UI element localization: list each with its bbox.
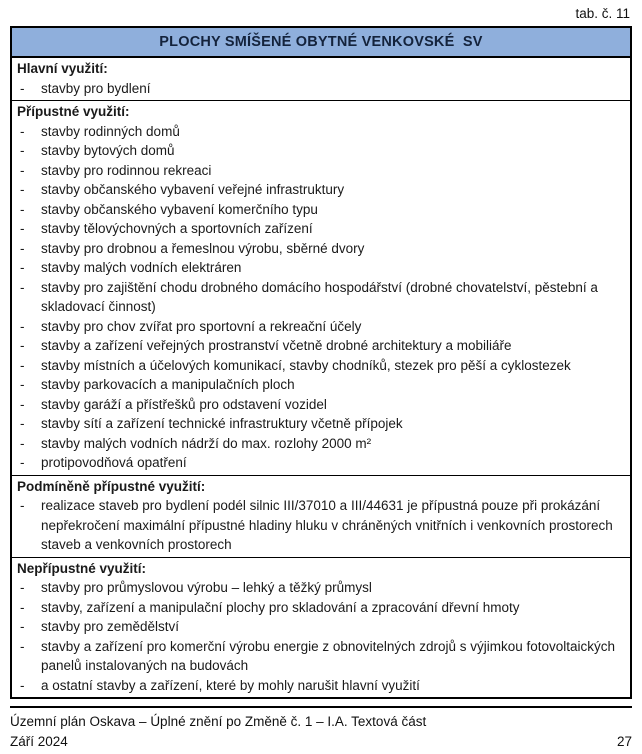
list-item-text: stavby pro chov zvířat pro sportovní a rekreační účely (41, 318, 362, 334)
list-item (12, 676, 630, 696)
list-item-text: stavby pro drobnou a řemeslnou výrobu, sběrné dvory (41, 240, 365, 256)
list-item-text: protipovodňová opatření (41, 455, 187, 470)
list-item (12, 496, 630, 555)
list-item (12, 317, 630, 337)
list-item-text: realizace staveb pro bydlení podél silnic III/37010 a III/44631 je přípustná pouze při prokázání nepřekročení maximální přípustné hladiny hluku v chráněných vnitřních i venkovních prostorech staveb a venkovních prostorech (41, 498, 613, 552)
list-item (12, 637, 630, 676)
bullet-dash: - (20, 240, 25, 256)
table-section (12, 58, 630, 100)
bullet-dash: - (20, 416, 25, 431)
list-item (12, 578, 630, 598)
bullet-dash: - (20, 182, 25, 197)
bullet-dash: - (20, 279, 25, 295)
bullet-dash: - (20, 455, 25, 470)
bullet-dash: - (20, 435, 25, 451)
bullet-dash: - (20, 396, 25, 412)
list-item (12, 414, 630, 434)
list-item (12, 336, 630, 356)
list-item-text: stavby pro zemědělství (41, 619, 180, 634)
list-item-text: stavby, zařízení a manipulační plochy pro skladování a zpracování dřevní hmoty (41, 599, 520, 615)
list-item-text: stavby občanského vybavení komerčního typu (41, 201, 318, 217)
list-item (12, 258, 630, 278)
bullet-dash: - (20, 80, 25, 96)
bullet-dash: - (20, 377, 25, 392)
bullet-dash: - (20, 221, 25, 236)
list-item (12, 395, 630, 415)
list-item (12, 356, 630, 376)
list-item-text: stavby garáží a přístřešků pro odstavení vozidel (41, 396, 327, 412)
table-title: PLOCHY SMÍŠENÉ OBYTNÉ VENKOVSKÉ SV (12, 28, 630, 58)
list-item-text: stavby pro průmyslovou výrobu – lehký a těžký průmysl (41, 580, 372, 595)
bullet-dash: - (20, 123, 25, 139)
section-heading: Nepřípustné využití: (17, 560, 147, 576)
list-item (12, 453, 630, 473)
list-item (12, 141, 630, 161)
list-item-text: a ostatní stavby a zařízení, které by mohly narušit hlavní využití (41, 677, 420, 693)
page-footer (10, 706, 632, 752)
list-item-text: stavby sítí a zařízení technické infrastruktury včetně přípojek (41, 416, 403, 431)
bullet-dash: - (20, 357, 25, 373)
list-item (12, 434, 630, 454)
list-item-text: stavby místních a účelových komunikací, stavby chodníků, stezek pro pěší a cyklostezek (41, 357, 571, 373)
table-caption: tab. č. 11 (575, 6, 630, 21)
list-item-text: stavby pro rodinnou rekreaci (41, 162, 212, 178)
bullet-dash: - (20, 599, 25, 615)
list-item (12, 278, 630, 317)
bullet-dash: - (20, 580, 25, 595)
list-item (12, 161, 630, 181)
list-item (12, 219, 630, 239)
list-item (12, 200, 630, 220)
list-item-text: stavby malých vodních nádrží do max. rozlohy 2000 m² (41, 435, 372, 451)
list-item-text: stavby parkovacích a manipulačních ploch (41, 377, 295, 392)
list-item-text: stavby a zařízení veřejných prostranství včetně drobné architektury a mobiliáře (41, 338, 512, 353)
bullet-dash: - (20, 260, 25, 275)
bullet-dash: - (20, 498, 25, 513)
table-section (12, 557, 630, 698)
list-item-text: stavby malých vodních elektráren (41, 260, 242, 275)
bullet-dash: - (20, 318, 25, 334)
list-item-text: stavby tělovýchovných a sportovních zařízení (41, 221, 313, 236)
section-heading: Přípustné využití: (17, 104, 130, 119)
zoning-table (10, 26, 632, 699)
list-item-text: stavby pro bydlení (41, 80, 151, 96)
footer-page-number: 27 (616, 734, 632, 749)
section-heading: Hlavní využití: (17, 61, 108, 76)
footer-date: Září 2024 (10, 734, 68, 749)
bullet-dash: - (20, 338, 25, 353)
list-item-text: stavby občanského vybavení veřejné infrastruktury (41, 182, 345, 197)
list-item-text: stavby a zařízení pro komerční výrobu energie z obnovitelných zdrojů s výjimkou fotovoltaických panelů instalovaných na budovách (41, 638, 616, 673)
table-sections (12, 58, 630, 697)
footer-document-title: Územní plán Oskava – Úplné znění po Změně č. 1 – I.A. Textová část (10, 714, 427, 729)
list-item (12, 598, 630, 618)
bullet-dash: - (20, 143, 25, 158)
bullet-dash: - (20, 201, 25, 217)
list-item (12, 180, 630, 200)
table-section (12, 475, 630, 557)
list-item-text: stavby pro zajištění chodu drobného domácího hospodářství (drobné chovatelství, pěstební a skladovací činnost) (41, 279, 598, 314)
bullet-dash: - (20, 677, 25, 693)
bullet-dash: - (20, 619, 25, 634)
list-item (12, 122, 630, 142)
section-heading: Podmíněně přípustné využití: (17, 478, 206, 494)
list-item-text: stavby bytových domů (41, 143, 175, 158)
bullet-dash: - (20, 638, 25, 654)
bullet-dash: - (20, 162, 25, 178)
list-item (12, 375, 630, 395)
table-section (12, 100, 630, 475)
list-item-text: stavby rodinných domů (41, 123, 180, 139)
list-item (12, 239, 630, 259)
list-item (12, 79, 630, 99)
list-item (12, 617, 630, 637)
